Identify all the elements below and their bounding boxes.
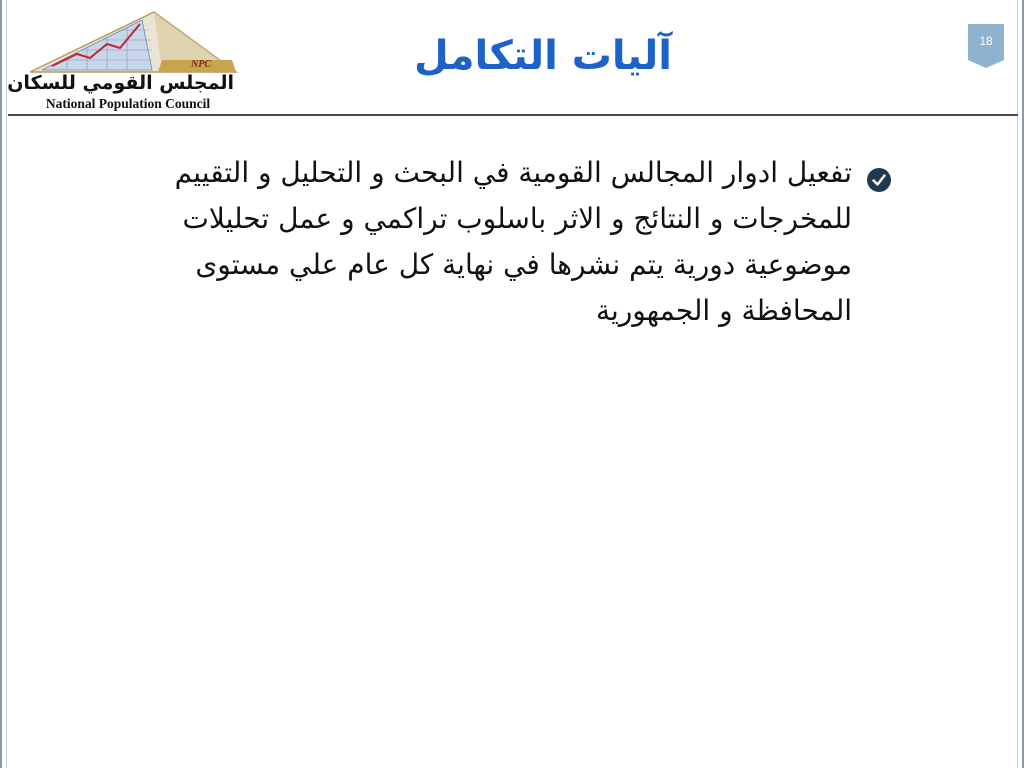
logo-abbreviation: NPC xyxy=(191,59,211,70)
header-divider xyxy=(8,114,1018,116)
left-border-line xyxy=(6,0,7,768)
bullet-text: تفعيل ادوار المجالس القومية في البحث و التحليل و التقييم للمخرجات و النتائج و الاثر باسلوب تراكمي و عمل تحليلات موضوعية دورية يتم نشرها في نهاية كل عام علي مستوى المحافظة و الجمهورية xyxy=(174,156,852,327)
npc-logo xyxy=(7,10,242,114)
page-number: 18 xyxy=(979,34,993,48)
check-circle-icon xyxy=(866,167,892,193)
page-number-badge xyxy=(968,24,1004,68)
logo-english-name: National Population Council xyxy=(45,96,211,111)
slide-title: آليات التكامل xyxy=(413,33,672,79)
logo-arabic-name: المجلس القومي للسكان xyxy=(7,72,234,94)
